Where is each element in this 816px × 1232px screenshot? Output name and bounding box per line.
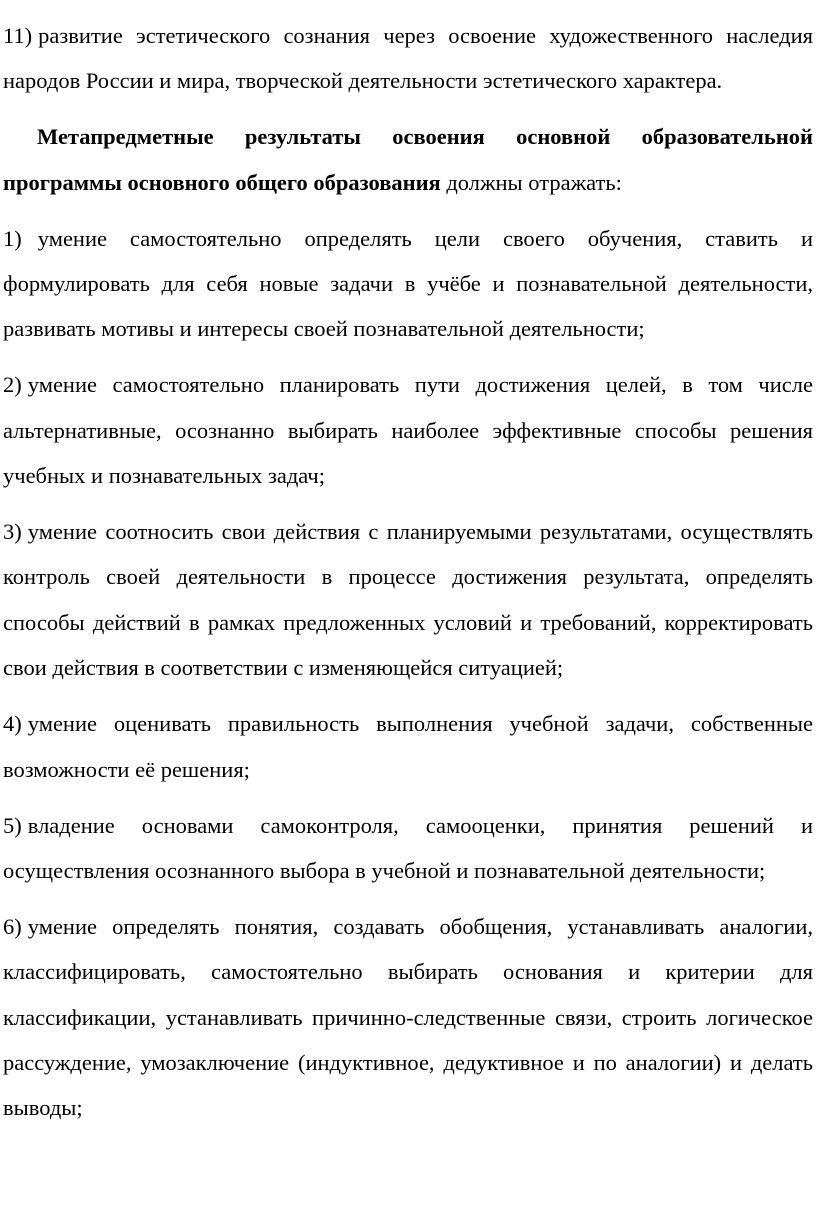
list-item-11 xyxy=(3,13,813,104)
metaresults-heading-bold: Метапредметные результаты освоения основной образовательной программы основного общего образования xyxy=(3,124,813,195)
list-item-3 xyxy=(3,509,813,691)
list-item-number: 2) xyxy=(3,372,22,398)
list-item-number: 4) xyxy=(3,711,22,737)
list-item-number: 1) xyxy=(3,225,22,251)
list-item-text: умение определять понятия, создавать обобщения, устанавливать аналогии, классифицировать, самостоятельно выбирать основания и критерии для классификации, устанавливать причинно-следственные связи, строить логическое рассуждение, умозаключение (индуктивное, дедуктивное и по аналогии) и делать выводы; xyxy=(3,913,813,1121)
list-item-number: 3) xyxy=(3,519,22,545)
list-item-5 xyxy=(3,803,813,894)
metaresults-heading xyxy=(3,114,813,205)
list-item-4 xyxy=(3,701,813,792)
list-item-1 xyxy=(3,216,813,352)
metaresults-heading-rest: должны отражать: xyxy=(446,169,622,195)
list-item-text: развитие эстетического сознания через освоение художественного наследия народов России и мира, творческой деятельности эстетического характера. xyxy=(3,23,813,94)
list-item-6 xyxy=(3,904,813,1131)
list-item-text: умение оценивать правильность выполнения учебной задачи, собственные возможности её решения; xyxy=(3,711,813,782)
list-item-text: умение самостоятельно планировать пути достижения целей, в том числе альтернативные, осознанно выбирать наиболее эффективные способы решения учебных и познавательных задач; xyxy=(3,372,813,489)
list-item-text: умение соотносить свои действия с планируемыми результатами, осуществлять контроль своей деятельности в процессе достижения результата, определять способы действий в рамках предложенных условий и требований, корректировать свои действия в соответствии с изменяющейся ситуацией; xyxy=(3,519,813,681)
list-item-number: 6) xyxy=(3,913,22,939)
list-item-2 xyxy=(3,362,813,498)
list-item-text: владение основами самоконтроля, самооценки, принятия решений и осуществления осознанного выбора в учебной и познавательной деятельности; xyxy=(3,812,813,883)
list-item-number: 11) xyxy=(3,23,33,48)
list-item-number: 5) xyxy=(3,812,22,838)
list-item-text: умение самостоятельно определять цели своего обучения, ставить и формулировать для себя новые задачи в учёбе и познавательной деятельности, развивать мотивы и интересы своей познавательной деятельности; xyxy=(3,225,813,342)
